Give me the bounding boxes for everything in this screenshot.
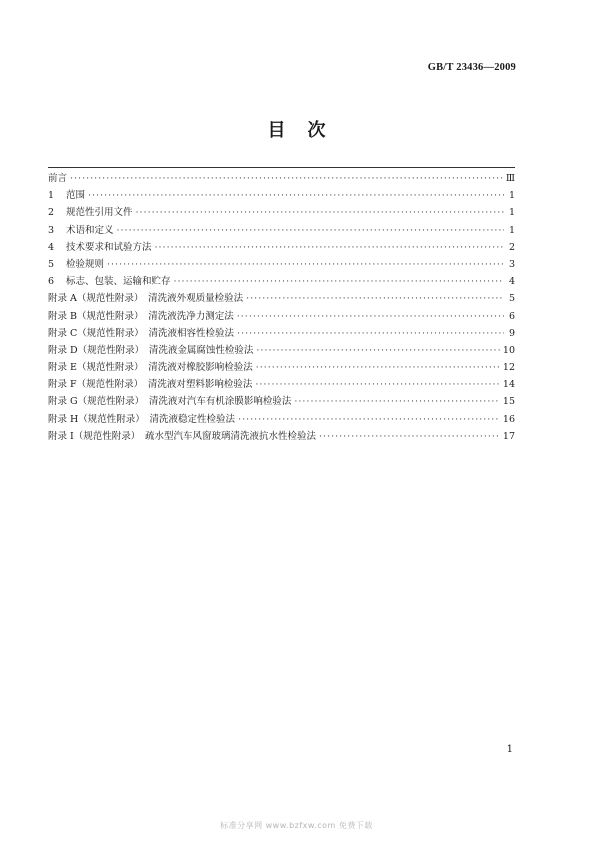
toc-entry[interactable]: [48, 342, 515, 359]
toc-entry-label: [48, 290, 243, 307]
toc-entry-text: 附录 D（规范性附录） 清洗液金属腐蚀性检验法: [48, 344, 254, 356]
toc-entry-page: 15: [502, 396, 515, 408]
toc-leader-dots: [255, 376, 500, 393]
toc-leader-dots: [155, 239, 504, 256]
toc-entry-text: 附录 I（规范性附录） 疏水型汽车风窗玻璃清洗液抗水性检验法: [48, 430, 317, 442]
toc-entry-text: 附录 B（规范性附录） 清洗液洗净力测定法: [48, 310, 234, 322]
toc-leader-dots: [238, 411, 500, 428]
toc-entry-text: 规范性引用文件: [66, 207, 133, 219]
toc-entry[interactable]: [48, 256, 515, 273]
toc-entry-page: 2: [508, 241, 515, 253]
standard-code: GB/T 23436—2009: [427, 62, 516, 73]
toc-entry[interactable]: [48, 204, 515, 221]
toc-entry-page: 14: [502, 379, 515, 391]
toc-entry-page: 4: [508, 276, 515, 288]
toc-entry-number: 4: [48, 241, 55, 253]
toc-list: [48, 170, 515, 445]
toc-entry-text: 范围: [66, 190, 86, 202]
toc-leader-dots: [70, 170, 503, 187]
toc-entry-text: 术语和定义: [66, 224, 114, 236]
toc-leader-dots: [174, 273, 504, 290]
toc-entry-page: 6: [508, 310, 515, 322]
toc-entry[interactable]: [48, 273, 515, 290]
table-of-contents: [48, 167, 515, 445]
toc-entry-number: 6: [48, 276, 55, 288]
toc-entry-label: [48, 273, 171, 290]
toc-entry-text: 附录 G（规范性附录） 清洗液对汽车有机涂膜影响检验法: [48, 396, 292, 408]
toc-entry-label: [48, 376, 252, 393]
toc-entry[interactable]: [48, 170, 515, 187]
toc-entry-label: [48, 411, 235, 428]
toc-leader-dots: [237, 308, 504, 325]
toc-leader-dots: [237, 325, 504, 342]
toc-entry-text: 前言: [48, 173, 68, 184]
toc-entry-page: 9: [508, 327, 515, 339]
toc-entry[interactable]: [48, 428, 515, 445]
toc-entry-label: [48, 187, 85, 204]
toc-leader-dots: [294, 393, 500, 410]
toc-entry-label: [48, 359, 253, 376]
toc-entry-page: 12: [502, 362, 515, 374]
toc-entry-text: 附录 A（规范性附录） 清洗液外观质量检验法: [48, 293, 244, 305]
toc-entry-text: 附录 F（规范性附录） 清洗液对塑料影响检验法: [48, 379, 253, 391]
toc-entry-label: [48, 222, 114, 239]
toc-entry-text: 附录 C（规范性附录） 清洗液相容性检验法: [48, 327, 235, 339]
toc-leader-dots: [136, 204, 504, 221]
toc-entry[interactable]: [48, 325, 515, 342]
toc-entry[interactable]: [48, 239, 515, 256]
watermark-text: 标准分享网 www.bzfxw.com 免费下载: [220, 821, 373, 830]
toc-leader-dots: [117, 222, 504, 239]
page-title: 目次: [267, 120, 348, 141]
toc-entry-number: 2: [48, 207, 55, 219]
page-number: 1: [506, 744, 513, 755]
toc-entry-text: 检验规则: [66, 258, 105, 270]
toc-entry-page: 17: [502, 430, 515, 442]
toc-entry-page: 16: [502, 413, 515, 425]
toc-entry-page: 10: [502, 344, 515, 356]
toc-leader-dots: [319, 428, 500, 445]
toc-entry-number: 5: [48, 258, 55, 270]
toc-entry-label: [48, 428, 316, 445]
toc-leader-dots: [256, 359, 500, 376]
toc-entry-label: [48, 308, 234, 325]
toc-entry-text: 标志、包装、运输和贮存: [66, 276, 171, 288]
toc-entry[interactable]: [48, 308, 515, 325]
toc-entry[interactable]: [48, 290, 515, 307]
toc-entry[interactable]: [48, 187, 515, 204]
toc-entry-page: 5: [508, 293, 515, 305]
toc-entry-page: 1: [508, 190, 515, 202]
toc-entry-label: [48, 239, 152, 256]
toc-entry-label: [48, 325, 234, 342]
toc-entry-text: 技术要求和试验方法: [66, 241, 152, 253]
toc-entry-page: 1: [508, 207, 515, 219]
toc-entry-number: 1: [48, 190, 55, 202]
toc-leader-dots: [256, 342, 500, 359]
toc-entry-label: [48, 170, 67, 187]
toc-entry[interactable]: [48, 359, 515, 376]
toc-entry[interactable]: [48, 393, 515, 410]
toc-entry-page: 1: [508, 224, 515, 236]
toc-entry-text: 附录 H（规范性附录） 清洗液稳定性检验法: [48, 413, 236, 425]
toc-leader-dots: [107, 256, 504, 273]
toc-leader-dots: [88, 187, 504, 204]
toc-entry[interactable]: [48, 411, 515, 428]
toc-entry-number: 3: [48, 224, 55, 236]
toc-top-rule: [48, 167, 515, 168]
toc-entry-page: Ⅲ: [505, 173, 515, 184]
toc-entry-label: [48, 256, 104, 273]
toc-entry-label: [48, 342, 253, 359]
toc-entry-label: [48, 204, 133, 221]
toc-entry[interactable]: [48, 376, 515, 393]
toc-entry-page: 3: [508, 258, 515, 270]
toc-leader-dots: [246, 290, 504, 307]
toc-entry[interactable]: [48, 222, 515, 239]
toc-entry-label: [48, 393, 291, 410]
toc-entry-text: 附录 E（规范性附录） 清洗液对橡胶影响检验法: [48, 362, 253, 374]
